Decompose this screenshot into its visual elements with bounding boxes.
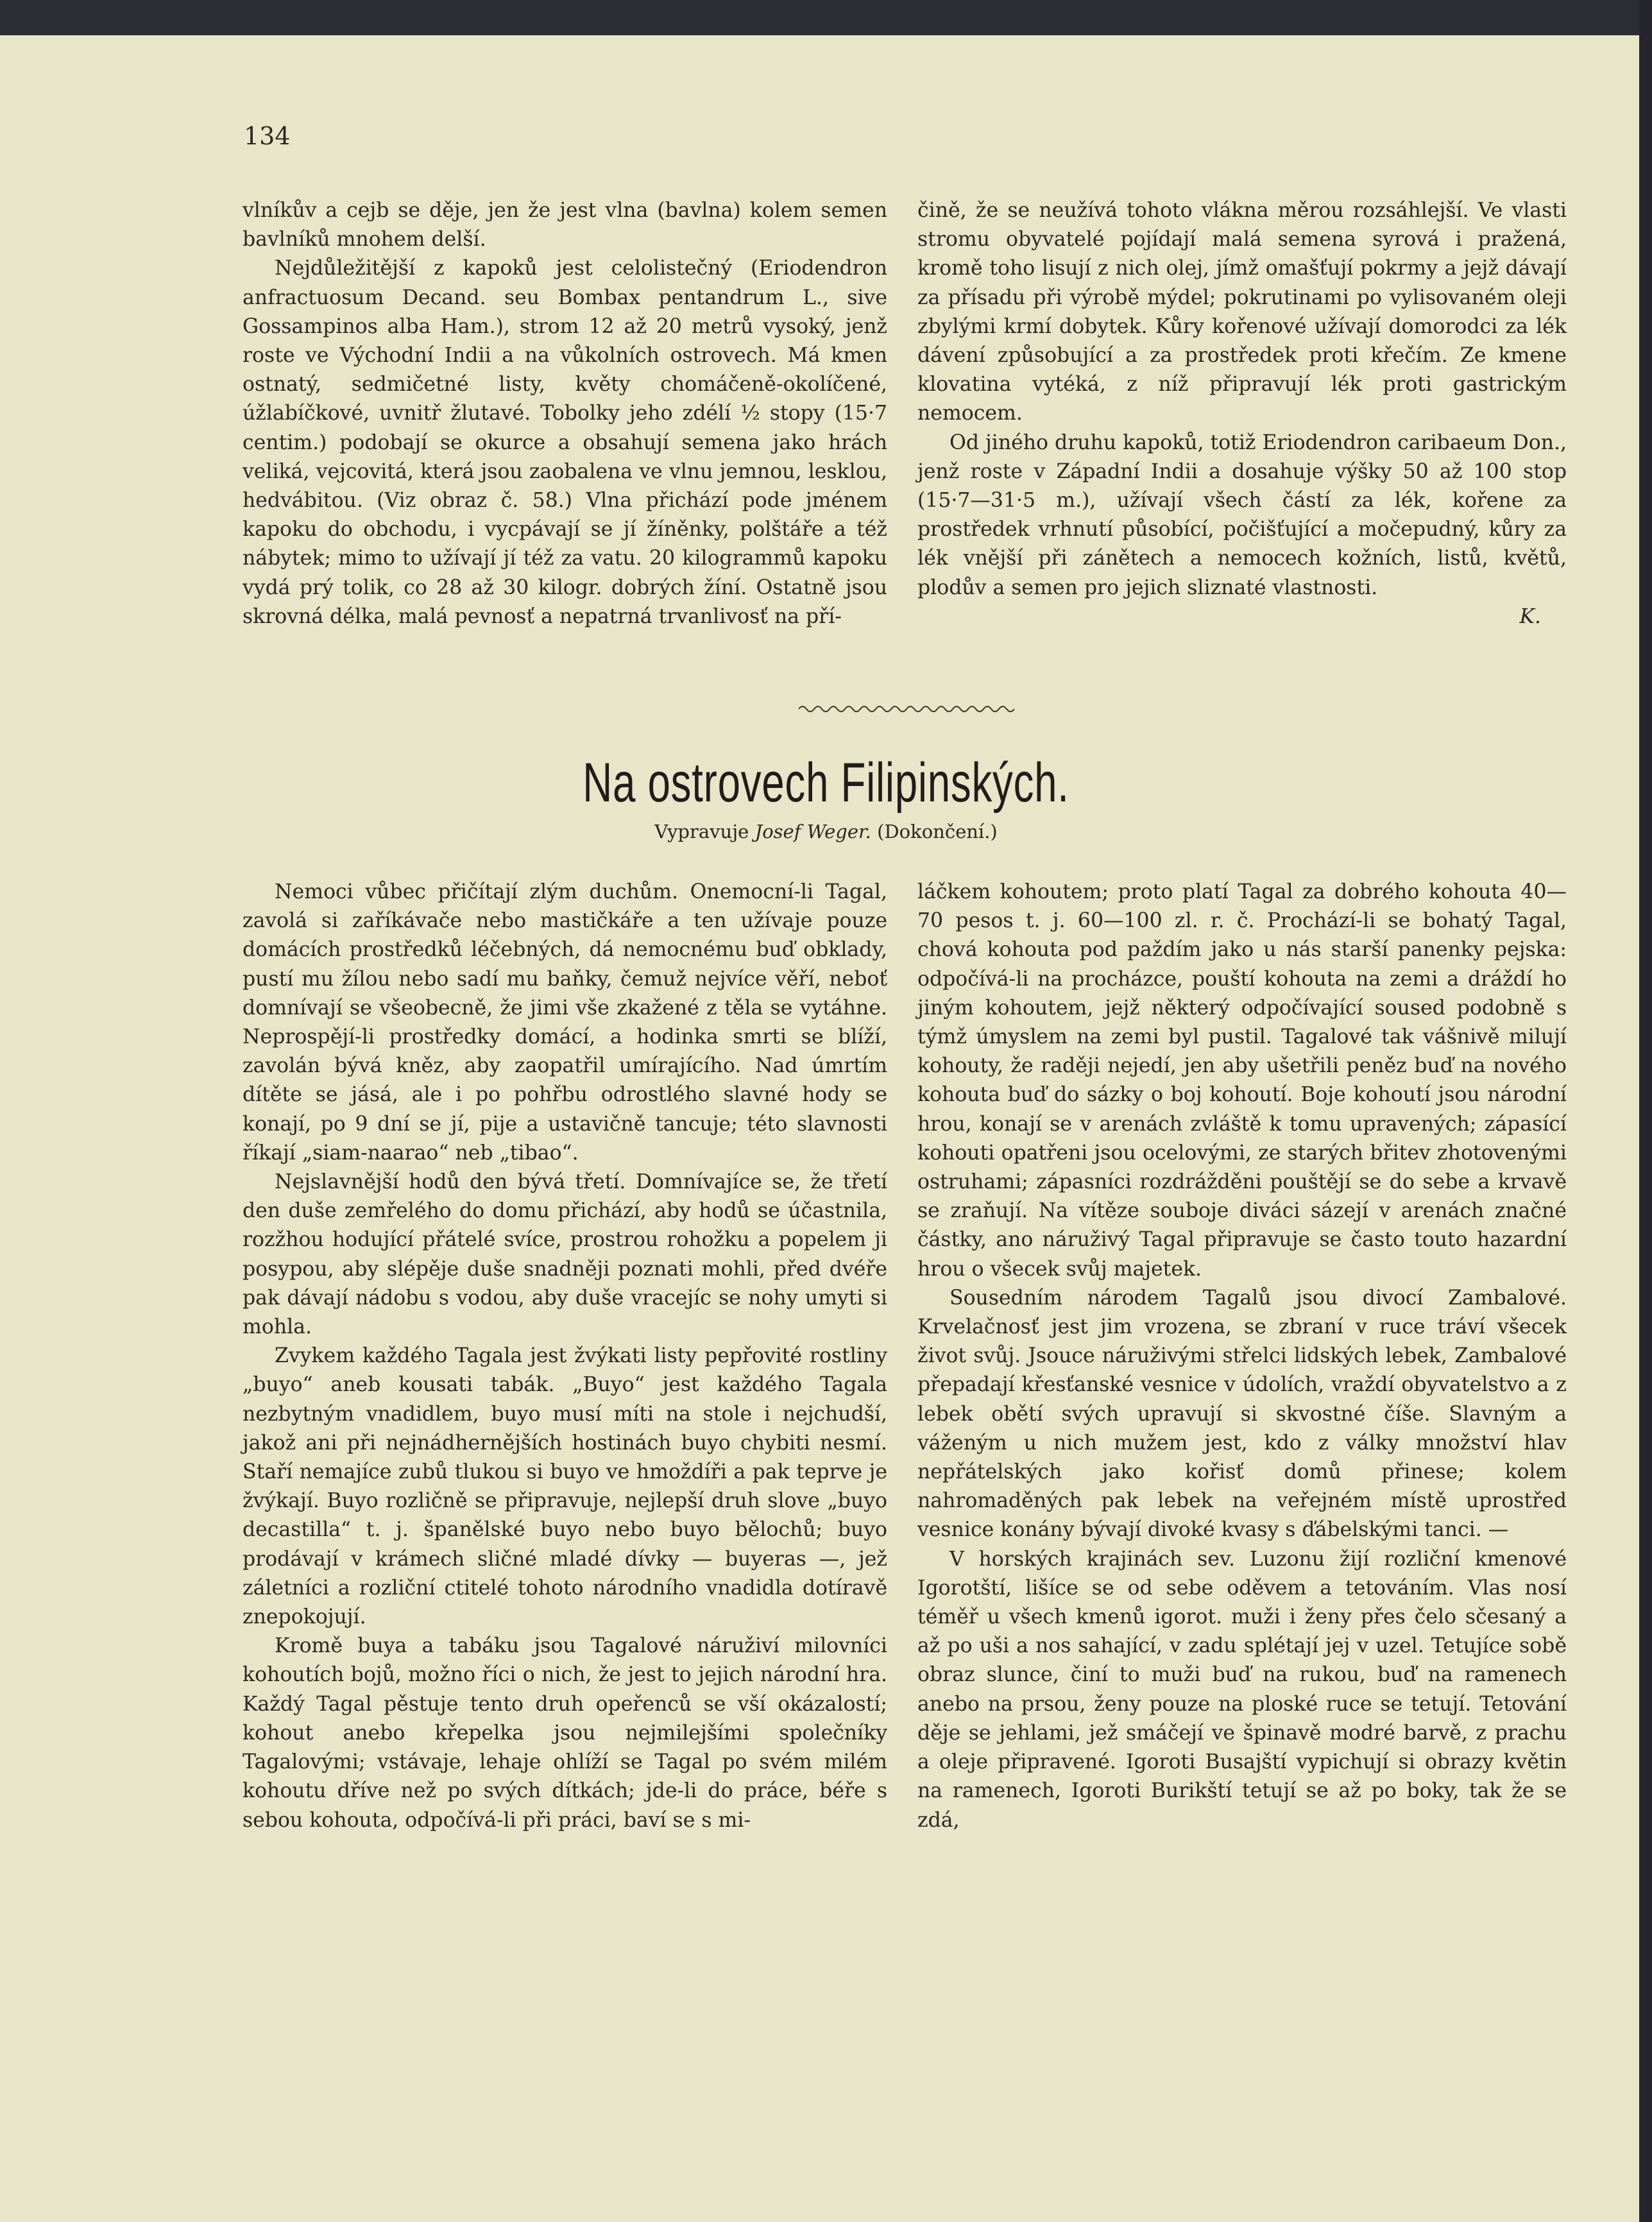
paragraph: Sousedním národem Tagalů jsou divocí Zambalové. Krvelačnosť jest jim vrozena, se zbraní v ruce tráví všecek život svůj. Jsouce náruživými střelci lidských lebek, Zambalové přepadají křesťanské vesnice v údolích, vraždí obyvatelstvo a z lebek obětí svých upravují si skvostné číše. Slavným a váženým u nich mužem jest, kdo z války množství hlav nepřátelských jako kořisť domů přinese; kolem nahromaděných pak lebek na veřejném místě uprostřed vesnice konány bývají divoké kvasy s ďábelskými tanci. — [917,1286,1567,1542]
paragraph: Nemoci vůbec přičítají zlým duchům. Onemocní-li Tagal, zavolá si zaříkávače nebo mastičkáře a ten užívaje pouze domácích prostředků léčebných, dá nemocnému buď obklady, pustí mu žílou nebo sadí mu baňky, čemuž nejvíce věří, neboť domnívají se všeobecně, že jimi vše zkažené z těla se vytáhne. Neprospějí-li prostředky domácí, a hodinka smrti se blíží, zavolán bývá kněz, aby zaopatřil umírajícího. Nad úmrtím dítěte se jásá, ale i po pohřbu odrostlého slavné hody se konají, po 9 dní se jí, pije a ustavičně tancuje; této slavnosti říkají „siam-naarao“ neb „tibao“. [243,880,887,1165]
page-number: 134 [244,122,291,150]
author-signature: K. [1519,604,1541,628]
paragraph: láčkem kohoutem; proto platí Tagal za dobrého kohouta 40—70 pesos t. j. 60—100 zl. r. č. Prochází-li se bohatý Tagal, chová kohouta pod paždím jako u nás starší panenky pejska: odpočívá-li na procházce, pouští kohouta na zemi a dráždí ho jiným kohoutem, jejž některý odpočívající soused podobně s týmž úmyslem na zemi byl pustil. Tagalové tak vášnivě milují kohouty, že raději nejedí, jen aby ušetřili peněz buď na nového kohouta buď do sázky o boj kohoutí. Boje kohoutí jsou národní hrou, konají se v arenách zvláště k tomu upravených; zápasící kohouti opatřeni jsou ocelovými, ze starých břitev zhotovenými ostruhami; zápasníci rozdrážděni pouštějí se do sebe a krvavě se zraňují. Na vítěze souboje diváci sázejí v arenách značné částky, ano náruživý Tagal připravuje se často touto hazardní hrou o všecek svůj majetek. [917,880,1567,1281]
byline-suffix: (Dokončení.) [877,821,998,842]
paragraph: Kromě buya a tabáku jsou Tagalové náruživí milovníci kohoutích bojů, možno říci o nich, že jest to jejich národní hra. Každý Tagal pěstuje tento druh opeřenců se vší okázalostí; kohout anebo křepelka jsou nejmilejšími společníky Tagalovými; vstávaje, lehaje ohlíží se Tagal po svém milém kohoutu dříve než po svých dítkách; jde-li do práce, béře s sebou kohouta, odpočívá-li při práci, baví se s mi- [243,1634,887,1832]
article-title: Na ostrovech Filipinských. [583,752,1069,814]
byline-prefix: Vypravuje [654,821,749,842]
paragraph: vlníkův a cejb se děje, jen že jest vlna (bavlna) kolem semen bavlníků mnohem delší. [243,199,887,252]
section2-left-column [243,878,887,1835]
scan-right-border [1639,0,1652,2222]
section1-left-column [243,196,887,631]
article-byline [0,819,1652,844]
section1-right-column [917,196,1567,631]
paragraph: Zvykem každého Tagala jest žvýkati listy pepřovité rostliny „buyo“ aneb kousati tabák. „Buyo“ jest každého Tagala nezbytným vnadidlem, buyo musí míti na stole i nejchudší, jakož ani při nejnádhernějších hostinách buyo chybiti nesmí. Staří nemajíce zubů tlukou si buyo ve hmoždíři a pak teprve je žvýkají. Buyo rozličně se připravuje, nejlepší druh slove „buyo decastilla“ t. j. španělské buyo nebo buyo bělochů; buyo prodávají v krámech sličné mladé dívky — buyeras —, jež záletníci a rozliční ctitelé tohoto národního vnadidla dotíravě znepokojují. [243,1344,887,1629]
section2-right-column [917,878,1567,1835]
paragraph: čině, že se neužívá tohoto vlákna měrou rozsáhlejší. Ve vlasti stromu obyvatelé pojídají malá semena syrová i pražená, kromě toho lisují z nich olej, jímž omašťují pokrmy a jejž dávají za přísadu při výrobě mýdel; pokrutinami po vylisovaném oleji zbylými krmí dobytek. Kůry kořenové užívají domorodci za lék dávení způsobující a za prostředek proti křečím. Ze kmene klovatina vytéká, z níž připravují lék proti gastrickým nemocem. [917,199,1567,425]
wavy-divider [799,703,1020,715]
paragraph: Nejslavnější hodů den bývá třetí. Domnívajíce se, že třetí den duše zemřelého do domu přichází, aby hodů se účastnila, rozžhou hodující přátelé svíce, prostrou rohožku a popelem ji posypou, aby slépěje duše snadněji poznati mohli, před dvéře pak dávají nádobu s vodou, aby duše vracejíc se nohy umyti si mohla. [243,1170,887,1339]
paragraph: Nejdůležitější z kapoků jest celolistečný (Eriodendron anfractuosum Decand. seu Bombax pentandrum L., sive Gossampinos alba Ham.), strom 12 až 20 metrů vysoký, jenž roste ve Východní Indii a na vůkolních ostrovech. Má kmen ostnatý, sedmičetné listy, květy chomáčeně-okolíčené, úžlabíčkové, uvnitř žlutavé. Tobolky jeho zdélí ½ stopy (15·7 centim.) podobají se okurce a obsahují semena jako hrách veliká, vejcovitá, která jsou zaobalena ve vlnu jemnou, lesklou, hedvábitou. (Viz obraz č. 58.) Vlna přichází pode jménem kapoku do obchodu, i vycpávají se jí žíněnky, polštáře a též nábytek; mimo to užívají jí též za vatu. 20 kilogrammů kapoku vydá prý tolik, co 28 až 30 kilogr. dobrých žíní. Ostatně jsou skrovná délka, malá pevnosť a nepatrná trvanlivosť na pří- [243,257,887,628]
byline-author: Josef Weger. [754,821,871,842]
paragraph: Od jiného druhu kapoků, totiž Eriodendron caribaeum Don., jenž roste v Západní Indii a dosahuje výšky 50 až 100 stop (15·7—31·5 m.), užívají všech částí za lék, kořene za prostředek vrhnutí působící, počišťující a močepudný, kůry za lék vnější při zánětech a nemocech kožních, listů, květů, plodův a semen pro jejich sliznaté vlastnosti. [917,431,1567,599]
paragraph: V horských krajinách sev. Luzonu žijí rozliční kmenové Igorotští, lišíce se od sebe oděvem a tetováním. Vlas nosí téměř u všech kmenů igorot. muži i ženy přes čelo sčesaný a až po uši a nos sahající, v zadu splétají jej v uzel. Tetujíce sobě obraz slunce, činí to muži buď na rukou, buď na ramenech anebo na prsou, ženy pouze na ploské ruce se tetují. Tetování děje se jehlami, jež smáčejí ve špinavě modré barvě, z prachu a oleje připravené. Igoroti Busajští vypichují si obrazy květin na ramenech, Igoroti Burikští tetují se až po boky, tak že se zdá, [917,1547,1567,1832]
scan-top-border [0,0,1652,35]
